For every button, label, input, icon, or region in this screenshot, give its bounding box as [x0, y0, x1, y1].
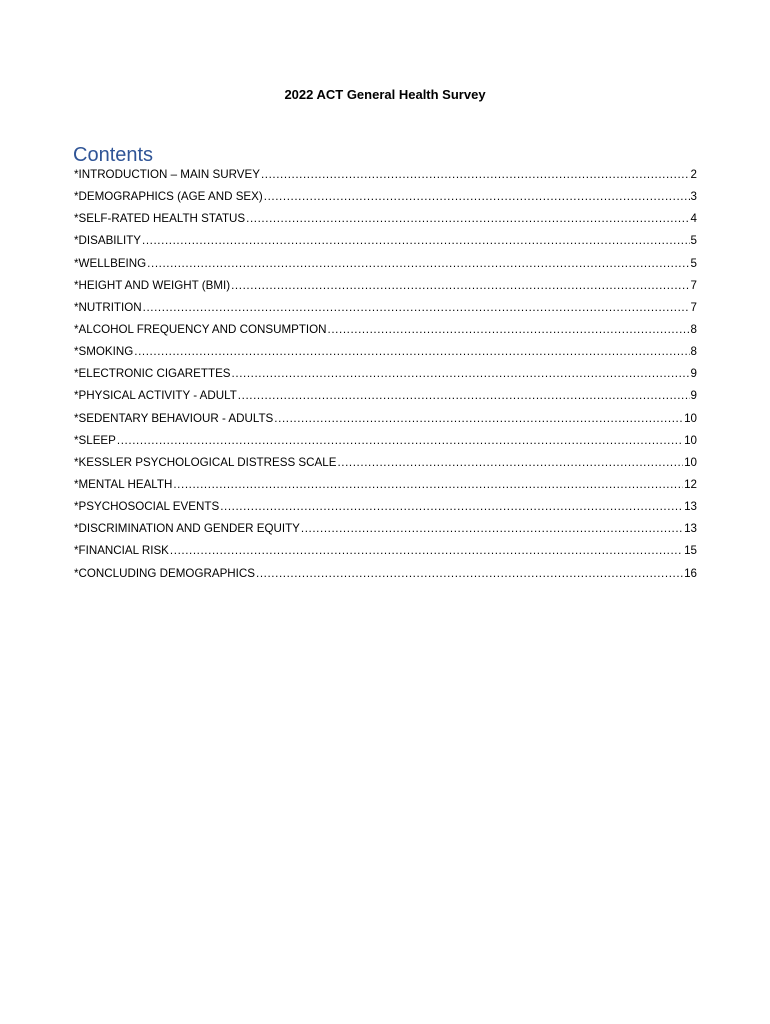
toc-entry[interactable] — [74, 474, 697, 496]
toc-entry-label: *MENTAL HEALTH — [74, 477, 173, 491]
toc-entry-page-number: 10 — [684, 455, 697, 469]
table-of-contents — [74, 164, 697, 585]
toc-dot-leader — [337, 452, 683, 474]
toc-entry[interactable] — [74, 275, 697, 297]
toc-dot-leader — [170, 540, 683, 562]
toc-entry-label: *ELECTRONIC CIGARETTES — [74, 367, 231, 381]
toc-entry-page-number: 8 — [690, 345, 697, 359]
toc-entry-label: *SLEEP — [74, 433, 116, 447]
toc-dot-leader — [246, 208, 689, 230]
toc-entry-page-number: 8 — [690, 322, 697, 336]
toc-entry[interactable] — [74, 164, 697, 186]
toc-dot-leader — [142, 230, 690, 252]
toc-entry-page-number: 4 — [690, 212, 697, 226]
toc-entry[interactable] — [74, 230, 697, 252]
toc-entry-label: *FINANCIAL RISK — [74, 544, 169, 558]
toc-entry[interactable] — [74, 319, 697, 341]
toc-entry[interactable] — [74, 408, 697, 430]
toc-entry-label: *INTRODUCTION – MAIN SURVEY — [74, 168, 260, 181]
toc-entry-page-number: 16 — [684, 566, 697, 580]
toc-dot-leader — [274, 408, 683, 430]
toc-entry[interactable] — [74, 540, 697, 562]
toc-dot-leader — [143, 297, 690, 319]
toc-entry[interactable] — [74, 253, 697, 275]
toc-entry[interactable] — [74, 363, 697, 385]
toc-entry-page-number: 10 — [684, 433, 697, 447]
toc-dot-leader — [147, 253, 689, 275]
toc-entry-page-number: 15 — [684, 544, 697, 558]
toc-entry-label: *SELF-RATED HEALTH STATUS — [74, 212, 246, 226]
toc-entry-page-number: 13 — [684, 522, 697, 536]
toc-entry-label: *DISABILITY — [74, 234, 142, 248]
toc-entry-label: *WELLBEING — [74, 256, 147, 270]
toc-entry-label: *DISCRIMINATION AND GENDER EQUITY — [74, 522, 300, 536]
toc-entry[interactable] — [74, 518, 697, 540]
toc-dot-leader — [173, 474, 683, 496]
toc-dot-leader — [301, 518, 683, 540]
toc-entry-page-number: 5 — [690, 234, 697, 248]
toc-entry-page-number: 7 — [690, 278, 697, 292]
toc-entry[interactable] — [74, 297, 697, 319]
toc-entry-page-number: 5 — [690, 256, 697, 270]
toc-dot-leader — [220, 496, 683, 518]
document-title: 2022 ACT General Health Survey — [284, 87, 486, 102]
toc-entry[interactable] — [74, 186, 697, 208]
toc-entry-label: *SMOKING — [74, 345, 134, 359]
toc-entry-page-number: 7 — [690, 300, 697, 314]
toc-dot-leader — [117, 430, 683, 452]
toc-entry[interactable] — [74, 430, 697, 452]
toc-dot-leader — [134, 341, 689, 363]
toc-entry[interactable] — [74, 208, 697, 230]
toc-entry-label: *NUTRITION — [74, 300, 142, 314]
toc-dot-leader — [232, 363, 690, 385]
toc-entry-label: *DEMOGRAPHICS (AGE AND SEX) — [74, 190, 263, 204]
toc-entry-page-number: 10 — [684, 411, 697, 425]
toc-dot-leader — [256, 563, 683, 585]
toc-entry-label: *SEDENTARY BEHAVIOUR - ADULTS — [74, 411, 274, 425]
toc-entry-page-number: 12 — [684, 477, 697, 491]
contents-heading: Contents — [73, 144, 154, 166]
toc-entry-page-number: 13 — [684, 500, 697, 514]
toc-entry-label: *PSYCHOSOCIAL EVENTS — [74, 500, 220, 514]
toc-entry[interactable] — [74, 341, 697, 363]
toc-dot-leader — [328, 319, 690, 341]
toc-entry[interactable] — [74, 385, 697, 407]
toc-dot-leader — [231, 275, 689, 297]
toc-entry-page-number: 9 — [690, 367, 697, 381]
toc-entry-label: *KESSLER PSYCHOLOGICAL DISTRESS SCALE — [74, 455, 337, 469]
toc-entry-page-number: 9 — [690, 389, 697, 403]
toc-entry-label: *ALCOHOL FREQUENCY AND CONSUMPTION — [74, 322, 327, 336]
toc-entry-label: *PHYSICAL ACTIVITY - ADULT — [74, 389, 237, 403]
toc-dot-leader — [238, 385, 690, 407]
toc-dot-leader — [264, 186, 690, 208]
toc-dot-leader — [261, 164, 690, 186]
toc-entry-label: *CONCLUDING DEMOGRAPHICS — [74, 566, 256, 580]
toc-entry-page-number: 3 — [690, 190, 697, 204]
toc-entry-label: *HEIGHT AND WEIGHT (BMI) — [74, 278, 231, 292]
toc-entry[interactable] — [74, 452, 697, 474]
toc-entry[interactable] — [74, 496, 697, 518]
toc-entry-page-number: 2 — [690, 168, 697, 181]
toc-entry[interactable] — [74, 563, 697, 585]
